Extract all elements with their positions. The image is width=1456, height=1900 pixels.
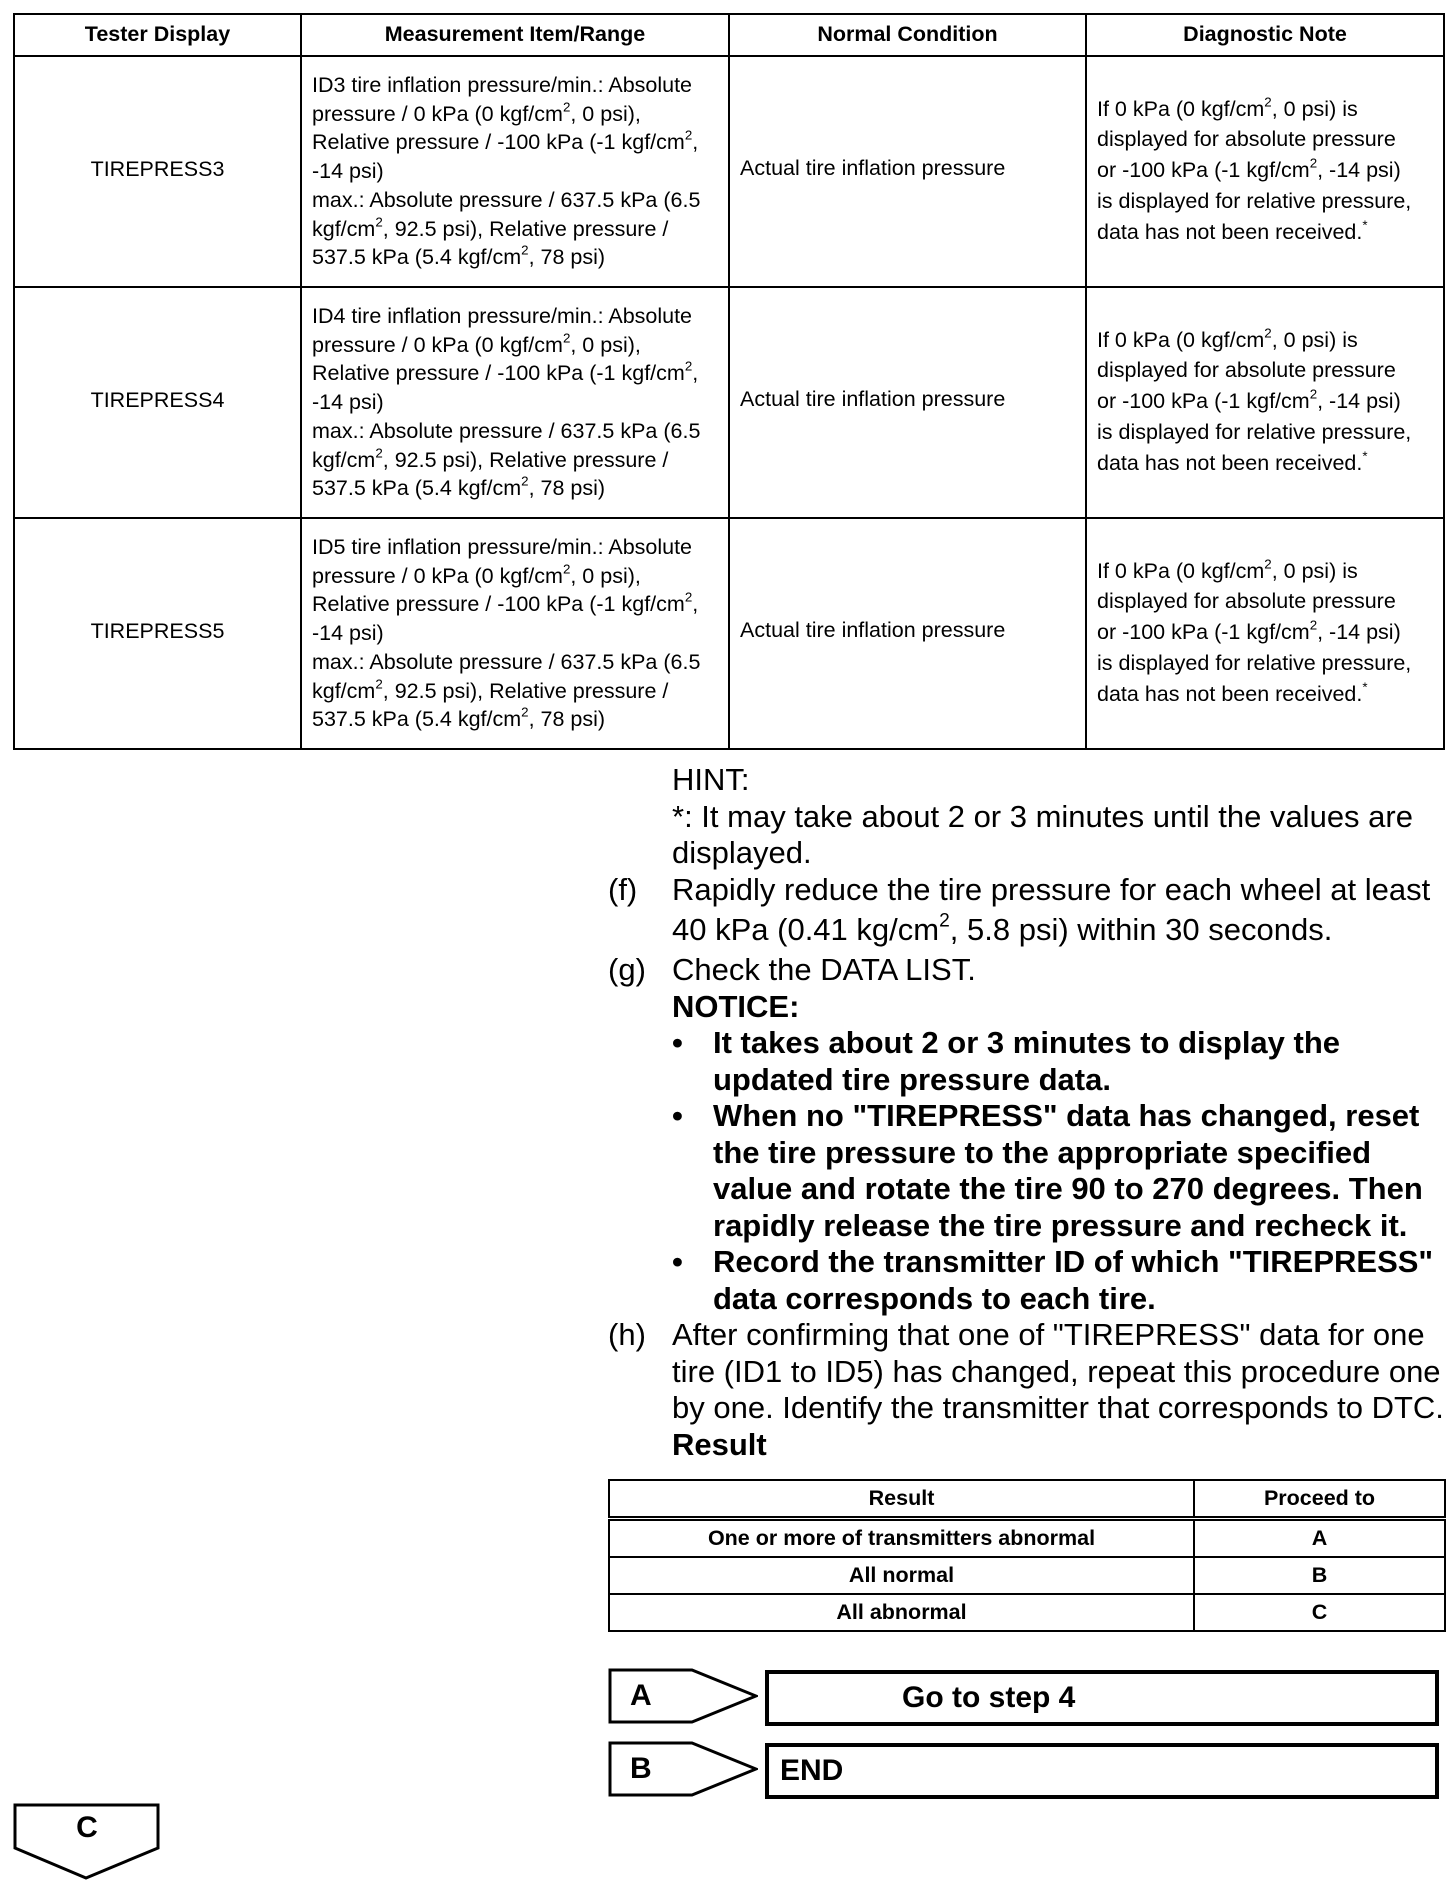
header-proceed-to: Proceed to bbox=[1194, 1480, 1445, 1519]
range-text: ID3 tire inflation pressure/min.: Absolute bbox=[312, 72, 693, 97]
note-text: , 0 psi) is bbox=[1271, 327, 1358, 352]
hint-label: HINT: bbox=[672, 762, 750, 797]
go-to-step-4-link[interactable]: Go to step 4 bbox=[765, 1670, 1439, 1726]
note-text: , -14 psi) bbox=[1317, 158, 1401, 183]
table-header-row bbox=[14, 14, 1444, 56]
note-text: , 0 psi) is bbox=[1271, 558, 1358, 583]
table-row bbox=[14, 56, 1444, 287]
table-row bbox=[14, 287, 1444, 518]
note-text: displayed for absolute pressure bbox=[1097, 589, 1396, 614]
result-cell: One or more of transmitters abnormal bbox=[609, 1519, 1194, 1558]
superscript: 2 bbox=[1309, 155, 1318, 171]
note-text: or -100 kPa (-1 kgf/cm bbox=[1097, 620, 1310, 645]
table-row bbox=[609, 1557, 1445, 1594]
superscript: 2 bbox=[684, 127, 693, 143]
note-text: data has not been received. bbox=[1097, 219, 1363, 244]
step-text: Rapidly reduce the tire pressure for each wheel at least bbox=[672, 871, 1431, 907]
range-text: -14 psi) bbox=[312, 159, 384, 184]
result-label: Result bbox=[672, 1426, 767, 1462]
table-row bbox=[609, 1594, 1445, 1631]
superscript: 2 bbox=[1264, 556, 1272, 572]
notice-text: When no "TIREPRESS" data has changed, reset the tire pressure to the appropriate specified value and rotate the tire 90 to 270 degrees. Then rapidly release the tire pressure and recheck it. bbox=[713, 1098, 1423, 1243]
range-text: , bbox=[692, 361, 699, 386]
diagnostic-note-cell bbox=[1086, 518, 1444, 749]
footnote-asterisk: * bbox=[1362, 217, 1368, 233]
tester-display-cell: TIREPRESS4 bbox=[14, 287, 301, 518]
list-item bbox=[672, 1244, 1448, 1317]
notice-text: It takes about 2 or 3 minutes to display the updated tire pressure data. bbox=[713, 1025, 1341, 1097]
bullet-icon: • bbox=[672, 1098, 683, 1133]
range-text: pressure / 0 kPa (0 kgf/cm bbox=[312, 563, 563, 588]
hint-text bbox=[672, 799, 1448, 872]
proceed-cell: B bbox=[1194, 1557, 1445, 1594]
note-text: If 0 kPa (0 kgf/cm bbox=[1097, 96, 1265, 121]
note-text: displayed for absolute pressure bbox=[1097, 127, 1396, 152]
note-text: If 0 kPa (0 kgf/cm bbox=[1097, 558, 1265, 583]
measurement-range-cell bbox=[301, 56, 729, 287]
superscript: 2 bbox=[521, 474, 529, 490]
superscript: 2 bbox=[521, 705, 529, 721]
note-text: or -100 kPa (-1 kgf/cm bbox=[1097, 389, 1310, 414]
superscript: 2 bbox=[521, 243, 529, 259]
hint-asterisk: * bbox=[672, 798, 685, 834]
superscript: 2 bbox=[375, 676, 383, 692]
superscript: 2 bbox=[684, 358, 693, 374]
range-text: max.: Absolute pressure / 637.5 kPa (6.5 bbox=[312, 418, 701, 443]
table-row bbox=[14, 518, 1444, 749]
superscript: 2 bbox=[1309, 617, 1318, 633]
step-label: (f) bbox=[608, 871, 638, 907]
note-text: , 0 psi) is bbox=[1271, 96, 1358, 121]
proceed-cell: C bbox=[1194, 1594, 1445, 1631]
range-text: 537.5 kPa (5.4 kgf/cm bbox=[312, 707, 522, 732]
tester-display-cell: TIREPRESS3 bbox=[14, 56, 301, 287]
range-text: Relative pressure / -100 kPa (-1 kgf/cm bbox=[312, 130, 685, 155]
hint-body: : It may take about 2 or 3 minutes until the values are displayed. bbox=[672, 798, 1413, 870]
superscript: 2 bbox=[1264, 325, 1272, 341]
note-text: If 0 kPa (0 kgf/cm bbox=[1097, 327, 1265, 352]
list-item bbox=[672, 1098, 1448, 1244]
step-h bbox=[608, 1317, 1448, 1463]
range-text: kgf/cm bbox=[312, 678, 376, 703]
superscript: 2 bbox=[375, 445, 383, 461]
result-table bbox=[608, 1479, 1446, 1632]
range-text: , 92.5 psi), Relative pressure / bbox=[382, 678, 669, 703]
range-text: pressure / 0 kPa (0 kgf/cm bbox=[312, 101, 563, 126]
range-text: , bbox=[692, 592, 699, 617]
range-text: -14 psi) bbox=[312, 621, 384, 646]
range-text: kgf/cm bbox=[312, 216, 376, 241]
diagnostic-note-cell bbox=[1086, 56, 1444, 287]
step-text bbox=[672, 908, 1448, 952]
range-text: max.: Absolute pressure / 637.5 kPa (6.5 bbox=[312, 649, 701, 674]
note-text: data has not been received. bbox=[1097, 681, 1363, 706]
header-result: Result bbox=[609, 1480, 1194, 1519]
range-text: max.: Absolute pressure / 637.5 kPa (6.5 bbox=[312, 187, 701, 212]
superscript: 2 bbox=[562, 99, 571, 115]
normal-condition-cell: Actual tire inflation pressure bbox=[729, 518, 1086, 749]
range-text: pressure / 0 kPa (0 kgf/cm bbox=[312, 332, 563, 357]
range-text: , 0 psi), bbox=[570, 332, 641, 357]
range-text: , 0 psi), bbox=[570, 101, 641, 126]
data-list-table bbox=[13, 13, 1445, 750]
table-row bbox=[609, 1519, 1445, 1558]
note-text: displayed for absolute pressure bbox=[1097, 358, 1396, 383]
superscript: 2 bbox=[1309, 386, 1318, 402]
superscript: 2 bbox=[562, 330, 571, 346]
proceed-cell: A bbox=[1194, 1519, 1445, 1558]
branch-b-tag[interactable] bbox=[608, 1741, 758, 1801]
header-tester-display: Tester Display bbox=[14, 14, 301, 56]
header-normal-condition: Normal Condition bbox=[729, 14, 1086, 56]
bullet-icon: • bbox=[672, 1025, 683, 1060]
notice-label: NOTICE: bbox=[672, 988, 800, 1024]
note-text: data has not been received. bbox=[1097, 450, 1363, 475]
branch-c-label: C bbox=[76, 1811, 98, 1844]
procedure-steps bbox=[608, 762, 1448, 1463]
step-text: After confirming that one of "TIREPRESS" data for one tire (ID1 to ID5) has changed, repeat this procedure one by one. Identify the transmitter that corresponds to DTC. bbox=[672, 1317, 1444, 1425]
superscript: 2 bbox=[939, 910, 950, 932]
end-box[interactable]: END bbox=[765, 1743, 1439, 1799]
normal-condition-cell: Actual tire inflation pressure bbox=[729, 56, 1086, 287]
normal-condition-cell: Actual tire inflation pressure bbox=[729, 287, 1086, 518]
range-text: , bbox=[692, 130, 699, 155]
step-f bbox=[608, 872, 1448, 953]
result-cell: All normal bbox=[609, 1557, 1194, 1594]
range-text: , 92.5 psi), Relative pressure / bbox=[382, 216, 669, 241]
range-text: Relative pressure / -100 kPa (-1 kgf/cm bbox=[312, 592, 685, 617]
list-item bbox=[672, 1025, 1448, 1098]
measurement-range-cell bbox=[301, 518, 729, 749]
note-text: is displayed for relative pressure, bbox=[1097, 188, 1412, 213]
tester-display-cell: TIREPRESS5 bbox=[14, 518, 301, 749]
note-text: is displayed for relative pressure, bbox=[1097, 419, 1412, 444]
result-header-row bbox=[609, 1480, 1445, 1519]
range-text: Relative pressure / -100 kPa (-1 kgf/cm bbox=[312, 361, 685, 386]
diagnostic-note-cell bbox=[1086, 287, 1444, 518]
range-text: , 78 psi) bbox=[528, 707, 606, 732]
step-text-part: , 5.8 psi) within 30 seconds. bbox=[949, 912, 1333, 947]
branch-b-label: B bbox=[630, 1752, 652, 1785]
range-text: , 78 psi) bbox=[528, 245, 606, 270]
range-text: , 78 psi) bbox=[528, 476, 606, 501]
footnote-asterisk: * bbox=[1362, 448, 1368, 464]
superscript: 2 bbox=[684, 589, 693, 605]
hint-block bbox=[608, 762, 1448, 872]
step-text: Check the DATA LIST. bbox=[672, 952, 976, 987]
range-text: -14 psi) bbox=[312, 390, 384, 415]
note-text: , -14 psi) bbox=[1317, 620, 1401, 645]
step-text-part: 40 kPa (0.41 kg/cm bbox=[672, 912, 940, 947]
range-text: , 92.5 psi), Relative pressure / bbox=[382, 447, 669, 472]
range-text: 537.5 kPa (5.4 kgf/cm bbox=[312, 476, 522, 501]
notice-list bbox=[608, 1025, 1448, 1317]
footnote-asterisk: * bbox=[1362, 679, 1368, 695]
note-text: is displayed for relative pressure, bbox=[1097, 650, 1412, 675]
header-measurement-item: Measurement Item/Range bbox=[301, 14, 729, 56]
range-text: kgf/cm bbox=[312, 447, 376, 472]
step-label: (g) bbox=[608, 952, 646, 987]
branch-a-tag[interactable] bbox=[608, 1668, 758, 1728]
range-text: , 0 psi), bbox=[570, 563, 641, 588]
bullet-icon: • bbox=[672, 1244, 683, 1279]
superscript: 2 bbox=[1264, 94, 1272, 110]
superscript: 2 bbox=[375, 214, 383, 230]
range-text: ID5 tire inflation pressure/min.: Absolute bbox=[312, 534, 693, 559]
range-text: 537.5 kPa (5.4 kgf/cm bbox=[312, 245, 522, 270]
step-label: (h) bbox=[608, 1317, 646, 1352]
step-g bbox=[608, 952, 1448, 1025]
branch-a-label: A bbox=[630, 1679, 652, 1712]
header-diagnostic-note: Diagnostic Note bbox=[1086, 14, 1444, 56]
superscript: 2 bbox=[562, 561, 571, 577]
branch-c-tag[interactable] bbox=[13, 1803, 161, 1881]
range-text: ID4 tire inflation pressure/min.: Absolute bbox=[312, 303, 693, 328]
note-text: or -100 kPa (-1 kgf/cm bbox=[1097, 158, 1310, 183]
notice-text: Record the transmitter ID of which "TIREPRESS" data corresponds to each tire. bbox=[713, 1244, 1434, 1316]
result-cell: All abnormal bbox=[609, 1594, 1194, 1631]
measurement-range-cell bbox=[301, 287, 729, 518]
note-text: , -14 psi) bbox=[1317, 389, 1401, 414]
